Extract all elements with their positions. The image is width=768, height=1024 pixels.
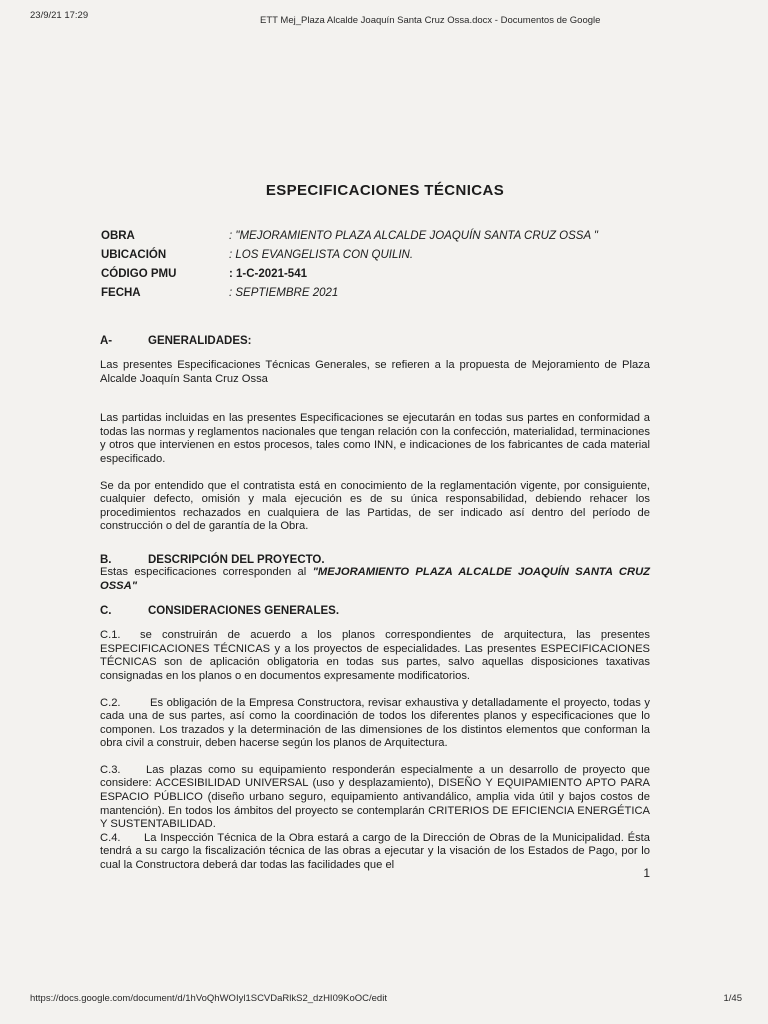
section-title: DESCRIPCIÓN DEL PROYECTO. [148,553,325,566]
document-page [100,182,650,873]
paragraph: Se da por entendido que el contratista está en conocimiento de la reglamentación vigente, por consiguiente, cualquier defecto, omisión y mala ejecución es de su única responsabilidad, debiendo rehacer los procedimientos rechazados en cualquiera de las Partidas, de ser indicado así dentro del período de construcción o del de garantía de la Obra. [100,479,650,533]
clause-text: Es obligación de la Empresa Constructora, revisar exhaustiva y detalladamente el proyecto, todas y cada una de sus partes, así como la coordinación de todos los diferentes planos y especificaciones que lo componen. Los trazados y la determinación de las dimensiones de los distintos elementos que conforman la obra civil a construir, deben hacerse según los planos de Arquitectura. [100,696,650,750]
section-a-heading [100,335,650,347]
print-datetime: 23/9/21 17:29 [30,10,89,21]
clause-text: se construirán de acuerdo a los planos correspondientes de arquitectura, las presentes ESPECIFICACIONES TÉCNICAS y a los proyectos de especialidades. Las presentes ESPECIFICACIONES TÉCNICAS son de aplicación obligatoria en todas sus partes, salvo aquellas disposiciones taxativas consignadas en los planos o en documentos expresamente modificatorios. [100,629,650,682]
meta-value: : SEPTIEMBRE 2021 [229,286,339,299]
clause-number: C.3. [100,763,121,776]
section-title: GENERALIDADES: [148,335,252,347]
section-c-heading [100,605,650,617]
clause-number: C.2. [100,696,121,709]
meta-label: CÓDIGO PMU [101,267,177,280]
section-b-heading [100,554,650,566]
meta-row-fecha [101,283,598,302]
paragraph: Las partidas incluidas en las presentes Especificaciones se ejecutarán en todas sus partes en conformidad a todas las normas y reglamentos nacionales que tengan relación con la confección, materialidad, terminaciones y otros que intervienen en estos procesos, tales como INN, e indicaciones de los fabricantes de cada material especificado. [100,412,650,465]
project-info-table [101,226,598,302]
meta-row-obra [101,226,598,245]
meta-label: OBRA [101,229,135,242]
paragraph [100,566,650,593]
clause-c1 [100,629,650,683]
page-count: 1/45 [723,993,742,1004]
section-b-text: Estas especificaciones corresponden al [100,565,313,578]
meta-label: FECHA [101,286,141,299]
clause-c2 [100,697,650,751]
paragraph: Las presentes Especificaciones Técnicas Generales, se refieren a la propuesta de Mejoramiento de Plaza Alcalde Joaquín Santa Cruz Ossa [100,359,650,385]
section-title: CONSIDERACIONES GENERALES. [148,605,340,618]
meta-value: : "MEJORAMIENTO PLAZA ALCALDE JOAQUÍN SANTA CRUZ OSSA " [229,229,598,242]
meta-label: UBICACIÓN [101,248,167,261]
document-title: ESPECIFICACIONES TÉCNICAS [265,182,505,199]
clause-c3 [100,764,650,832]
project-name-emphasis: "MEJORAMIENTO PLAZA ALCALDE JOAQUÍN SANTA CRUZ OSSA" [100,565,651,592]
clause-text: Las plazas como su equipamiento responderán especialmente a un desarrollo de proyecto que considere: ACCESIBILIDAD UNIVERSAL (uso y desplazamiento), DISEÑO Y EQUIPAMIENTO APTO PARA ESPACIO PÚBLICO (diseño urbano seguro, equipamiento antivandálico, amplia vida útil y bajos costos de mantención). En todos los ámbitos del proyecto se contemplarán CRITERIOS DE EFICIENCIA ENERGÉTICA Y SUSTENTABILIDAD. [100,763,650,831]
meta-value: : 1-C-2021-541 [229,267,307,280]
section-number: C. [100,605,112,618]
section-number: A- [100,335,113,347]
clause-text: La Inspección Técnica de la Obra estará a cargo de la Dirección de Obras de la Municipalidad. Ésta tendrá a su cargo la fiscalización técnica de las obras a ejecutar y la visación de los Estados de Pago, por lo cual la Constructora deberá dar todas las facilidades que el [100,831,650,872]
document-url: https://docs.google.com/document/d/1hVoQhWOIyl1SCVDaRlkS2_dzHI09KoOC/edit [30,993,387,1004]
meta-row-ubicacion [101,245,598,264]
meta-value: : LOS EVANGELISTA CON QUILIN. [229,248,414,261]
clause-c4 [100,832,650,873]
print-document-title: ETT Mej_Plaza Alcalde Joaquín Santa Cruz Ossa.docx - Documentos de Google [260,15,601,26]
section-number: B. [100,553,112,566]
meta-row-codigo [101,264,598,283]
clause-number: C.1. [100,629,121,642]
page-number: 1 [643,866,650,880]
clause-number: C.4. [100,831,121,844]
